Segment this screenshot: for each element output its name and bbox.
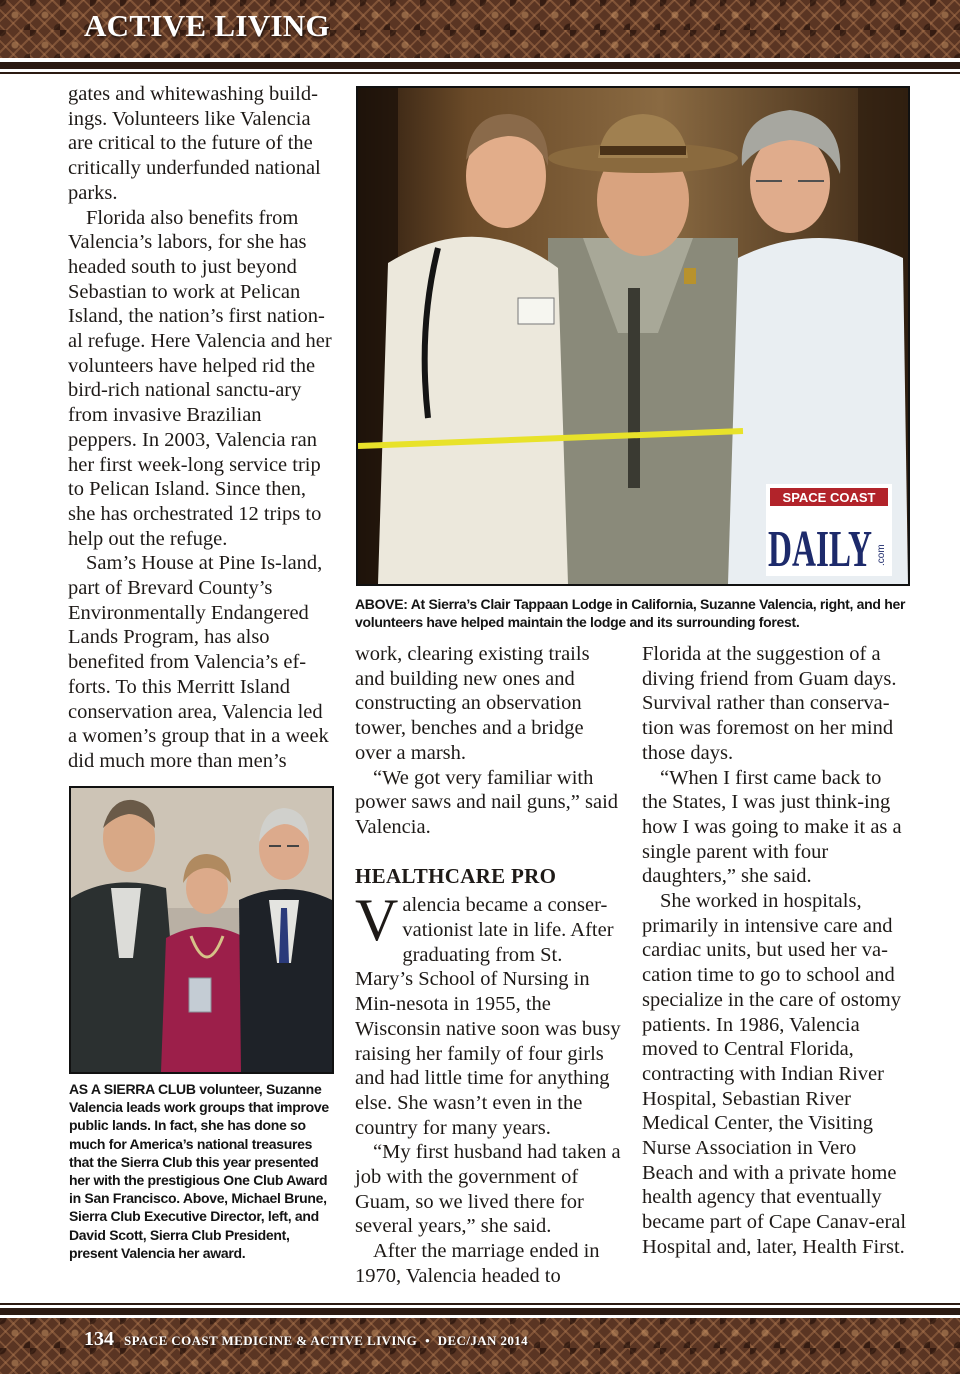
photo-caption-award: AS A SIERRA CLUB volunteer, Suzanne Valencia leads work groups that improve public lands. In fact, she has done so much for America’s national treasures that the Sierra Club this year presented her with the prestigious One Club Award in San Francisco. Above, Michael Brune, Sierra Club Executive Director, left, and David Scott, Sierra Club President, present Valencia her award. xyxy=(69,1081,329,1261)
dropcap-letter: V xyxy=(355,887,399,954)
footer-separator: • xyxy=(425,1333,430,1348)
paragraph: “When I first came back to the States, I was just think-ing how I was going to make it as a single parent with four daughters,” she said. xyxy=(642,766,902,888)
footer-rule-thick xyxy=(0,1308,960,1315)
paragraph: Florida also benefits from Valencia’s labors, for she has headed south to just beyond Sebastian to work at Pelican Island, the nation’s first nation-al refuge. Here Valencia and her volunteers have helped rid the bird-rich national sanctu-ary from invasive Brazilian peppers. In 2003, Valencia ran her first week-long service trip to Pelican Island. Since then, she has orchestrated 12 trips to help out the refuge. xyxy=(68,206,332,550)
photo-award-presentation xyxy=(69,786,334,1074)
article-column-1 xyxy=(68,82,332,774)
paragraph: work, clearing existing trails and building new ones and constructing an observation tower, benches and a bridge over a marsh. xyxy=(355,643,590,764)
space-coast-daily-logo xyxy=(766,484,892,578)
paragraph: gates and whitewashing build-ings. Volunteers like Valencia are critical to the future of the critically underfunded national parks. xyxy=(68,83,321,204)
paragraph: “We got very familiar with power saws and nail guns,” said Valencia. xyxy=(355,766,619,838)
paragraph: Florida at the suggestion of a diving friend from Guam days. Survival rather than conserva-tion was foremost on her mind those days. xyxy=(642,643,897,764)
logo-main-text: DAILY xyxy=(768,521,872,578)
page-footer xyxy=(84,1328,528,1351)
footer-rule-thin xyxy=(0,1303,960,1305)
paragraph: After the marriage ended in 1970, Valencia headed to xyxy=(355,1240,600,1287)
paragraph: She worked in hospitals, primarily in intensive care and cardiac units, but used her va-cation time to go to school and specialize in the care of ostomy patients. In 1986, Valencia moved to Central Florida, contracting with Indian River Hospital, Sebastian River Medical Center, the Visiting Nurse Association in Vero Beach and with a private home health agency that eventually became part of Cape Canav-eral Hospital and, later, Health First. xyxy=(642,890,907,1258)
page-number: 134 xyxy=(84,1328,114,1350)
dropcap-paragraph-text: alencia became a conser-vationist late in life. After graduating from St. Mary’s School of Nursing in Min-nesota in 1955, the Wisconsin native soon was busy raising her family of four girls and had little time for anything else. She wasn’t even in the country for many years. xyxy=(355,894,621,1139)
header-rule-thin xyxy=(0,72,960,74)
section-title: ACTIVE LIVING xyxy=(84,8,330,43)
publication-name: SPACE COAST MEDICINE & ACTIVE LIVING xyxy=(124,1333,418,1348)
photo-caption-main: ABOVE: At Sierra’s Clair Tappaan Lodge in California, Suzanne Valencia, right, and her volunteers have helped maintain the lodge and its surrounding forest. xyxy=(355,596,906,630)
article-column-2 xyxy=(355,642,623,1289)
logo-top-text: SPACE COAST xyxy=(782,490,876,505)
logo-side-text: .com xyxy=(876,544,887,566)
issue-date: DEC/JAN 2014 xyxy=(437,1333,529,1348)
subhead-healthcare: HEALTHCARE PRO xyxy=(355,863,557,888)
paragraph: “My first husband had taken a job with the government of Guam, so we lived there for several years,” she said. xyxy=(355,1141,621,1238)
header-rule-thick xyxy=(0,62,960,69)
photo-volunteers-lodge xyxy=(356,86,910,586)
paragraph-dropcap xyxy=(355,887,623,1140)
paragraph: Sam’s House at Pine Is-land, part of Brevard County’s Environmentally Endangered Lands Program, has also benefited from Valencia’s ef-forts. To this Merritt Island conservation area, Valencia led a women’s group that in a week did much more than men’s xyxy=(68,552,329,772)
article-column-3 xyxy=(642,642,910,1260)
